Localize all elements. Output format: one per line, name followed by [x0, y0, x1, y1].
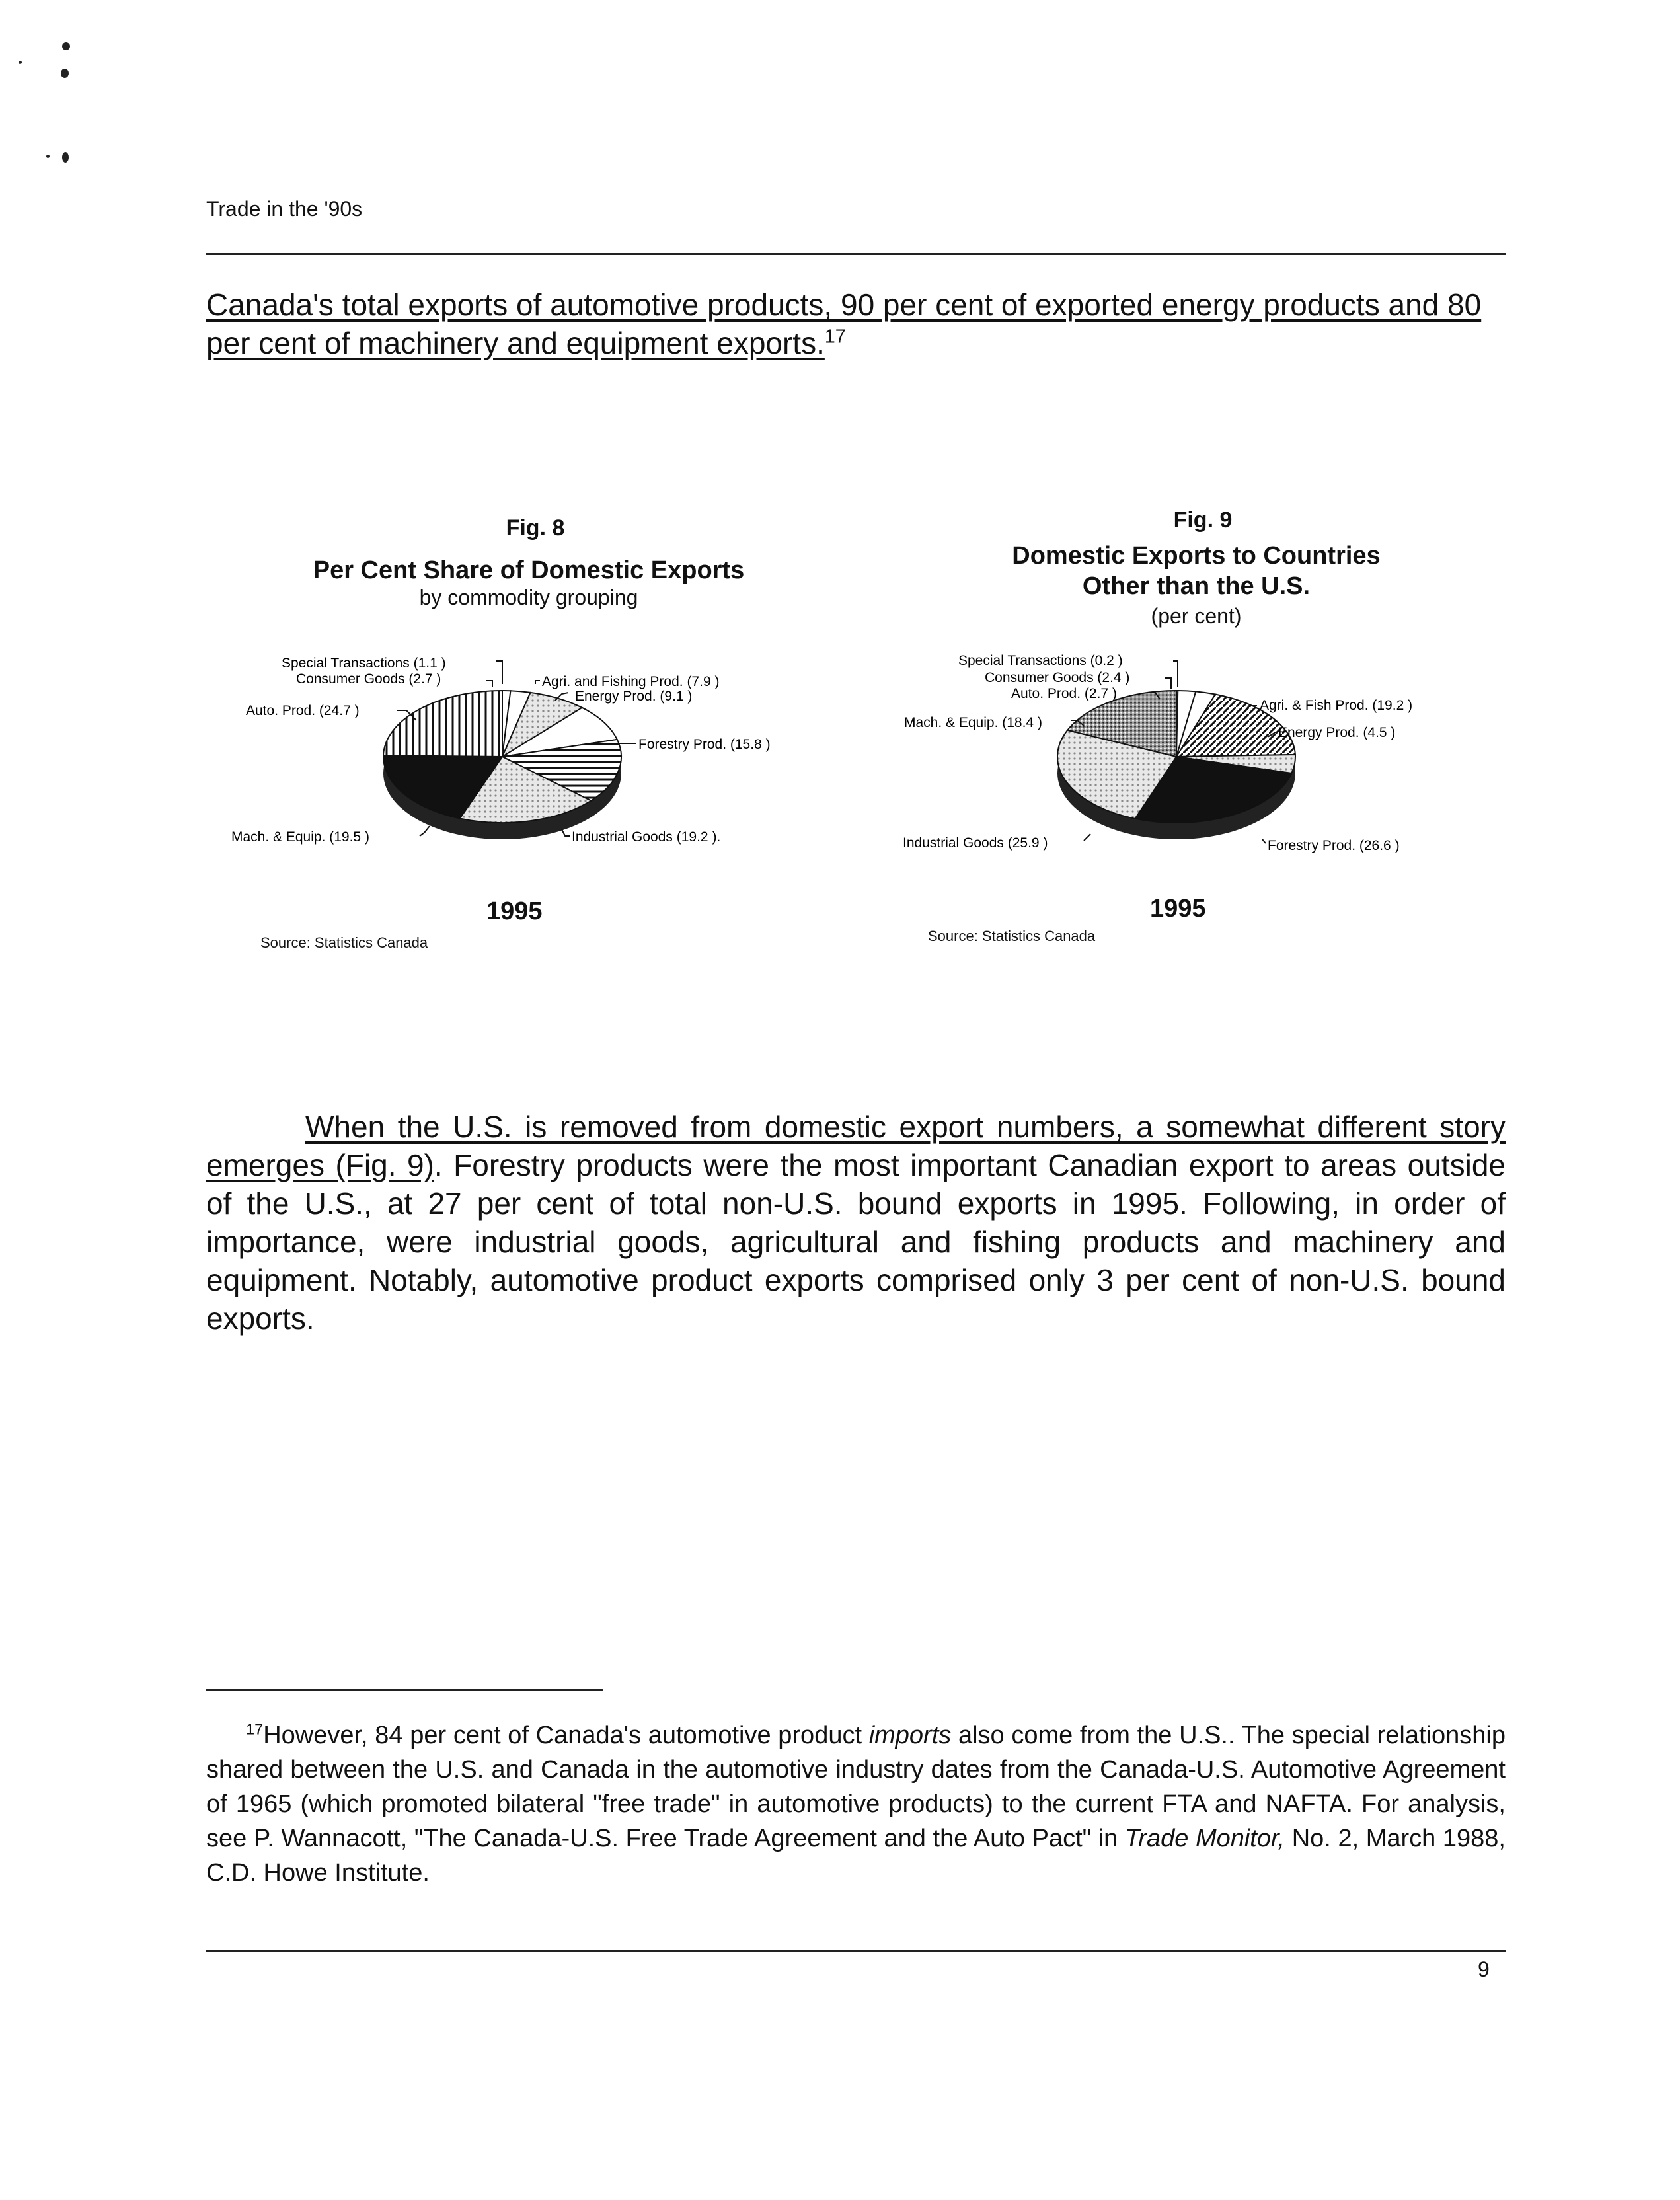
fig9-subtitle: (per cent) [1151, 604, 1242, 628]
fig9-label: Fig. 9 [1173, 508, 1233, 533]
footnote-text-1: However, 84 per cent of Canada's automotive product [263, 1722, 869, 1749]
fig9-title-line1: Domestic Exports to Countries [1012, 542, 1381, 570]
fig8-label-industrial-goods: Industrial Goods (19.2 ). [572, 829, 721, 845]
footnote-text-3: No. 2, March 1988, C.D. Howe Institute. [206, 1825, 1506, 1887]
header-rule [206, 253, 1506, 255]
scan-speck [61, 69, 69, 78]
fig8-source: Source: Statistics Canada [260, 934, 428, 951]
fig9-label-industrial-goods: Industrial Goods (25.9 ) [903, 835, 1048, 851]
running-title: Trade in the '90s [206, 197, 363, 221]
scan-speck [46, 155, 50, 158]
fig9-label-forestry: Forestry Prod. (26.6 ) [1268, 838, 1400, 853]
fig9-label-consumer-goods: Consumer Goods (2.4 ) [985, 670, 1130, 685]
fig8-pie-slices [383, 691, 621, 823]
fig8-label-mach-equip: Mach. & Equip. (19.5 ) [231, 829, 369, 845]
intro-text: Canada's total exports of automotive products, 90 per cent of exported energy products and 80 per cent of machinery and equipment exports. [206, 287, 1482, 360]
fig8-pie-chart [218, 634, 813, 899]
fig8-label-agri-fishing: Agri. and Fishing Prod. (7.9 ) [542, 674, 720, 689]
fig9-label-special-transactions: Special Transactions (0.2 ) [958, 653, 1123, 668]
footer-rule [206, 1950, 1506, 1952]
fig8-label-consumer-goods: Consumer Goods (2.7 ) [296, 671, 441, 687]
fig9-source: Source: Statistics Canada [928, 928, 1096, 944]
footnote [206, 1718, 1506, 1890]
body-underlined-text: When the U.S. is removed from domestic export numbers, a somewhat different story emerges (Fig. 9) [206, 1110, 1506, 1182]
fig9-title-line2: Other than the U.S. [1082, 572, 1311, 600]
fig8-title: Per Cent Share of Domestic Exports [313, 556, 745, 584]
fig9-label-auto: Auto. Prod. (2.7 ) [1011, 686, 1117, 701]
fig8-label-special-transactions: Special Transactions (1.1 ) [282, 656, 446, 671]
scan-speck [19, 61, 22, 64]
fig8-label: Fig. 8 [506, 515, 565, 541]
fig9-label-energy: Energy Prod. (4.5 ) [1278, 725, 1396, 740]
scan-speck [62, 152, 69, 163]
fig8-year: 1995 [486, 897, 543, 925]
fig8-slice-auto-prod [383, 691, 502, 757]
scan-speck [62, 42, 70, 50]
body-paragraph [206, 1108, 1506, 1338]
fig9-label-mach-equip: Mach. & Equip. (18.4 ) [904, 715, 1042, 730]
footnote-rule [206, 1689, 603, 1691]
fig8-label-energy: Energy Prod. (9.1 ) [575, 689, 693, 704]
body-text: . Forestry products were the most important Canadian export to areas outside of the U.S., at 27 per cent of total non-U.S. bound exports in 1995. Following, in order of importance, were industrial goods, agricultural and fishing products and machinery and equipment. Notably, automotive product exports comprised only 3 per cent of non-U.S. bound exports. [206, 1148, 1506, 1336]
footnote-number: 17 [246, 1720, 264, 1738]
fig8-subtitle: by commodity grouping [419, 586, 638, 609]
intro-paragraph [206, 285, 1506, 362]
page-number: 9 [1478, 1957, 1490, 1981]
footnote-text-2: also come from the U.S.. The special relationship shared between the U.S. and Canada in the automotive industry dates from the Canada-U.S. Automotive Agreement of 1965 (which promoted bilateral "free trade" in automotive products) to the current FTA and NAFTA. For analysis, see P. Wannacott, "The Canada-U.S. Free Trade Agreement and the Auto Pact" in [206, 1722, 1506, 1852]
footnote-imports: imports [868, 1722, 952, 1749]
fig9-year: 1995 [1150, 895, 1206, 923]
footnote-journal: Trade Monitor, [1124, 1825, 1285, 1852]
fig9-label-agri-fish: Agri. & Fish Prod. (19.2 ) [1260, 698, 1413, 713]
footnote-ref: 17 [824, 326, 846, 348]
fig9-pie-chart [892, 634, 1507, 899]
fig8-label-auto: Auto. Prod. (24.7 ) [246, 703, 360, 718]
fig8-label-forestry: Forestry Prod. (15.8 ) [638, 737, 771, 752]
